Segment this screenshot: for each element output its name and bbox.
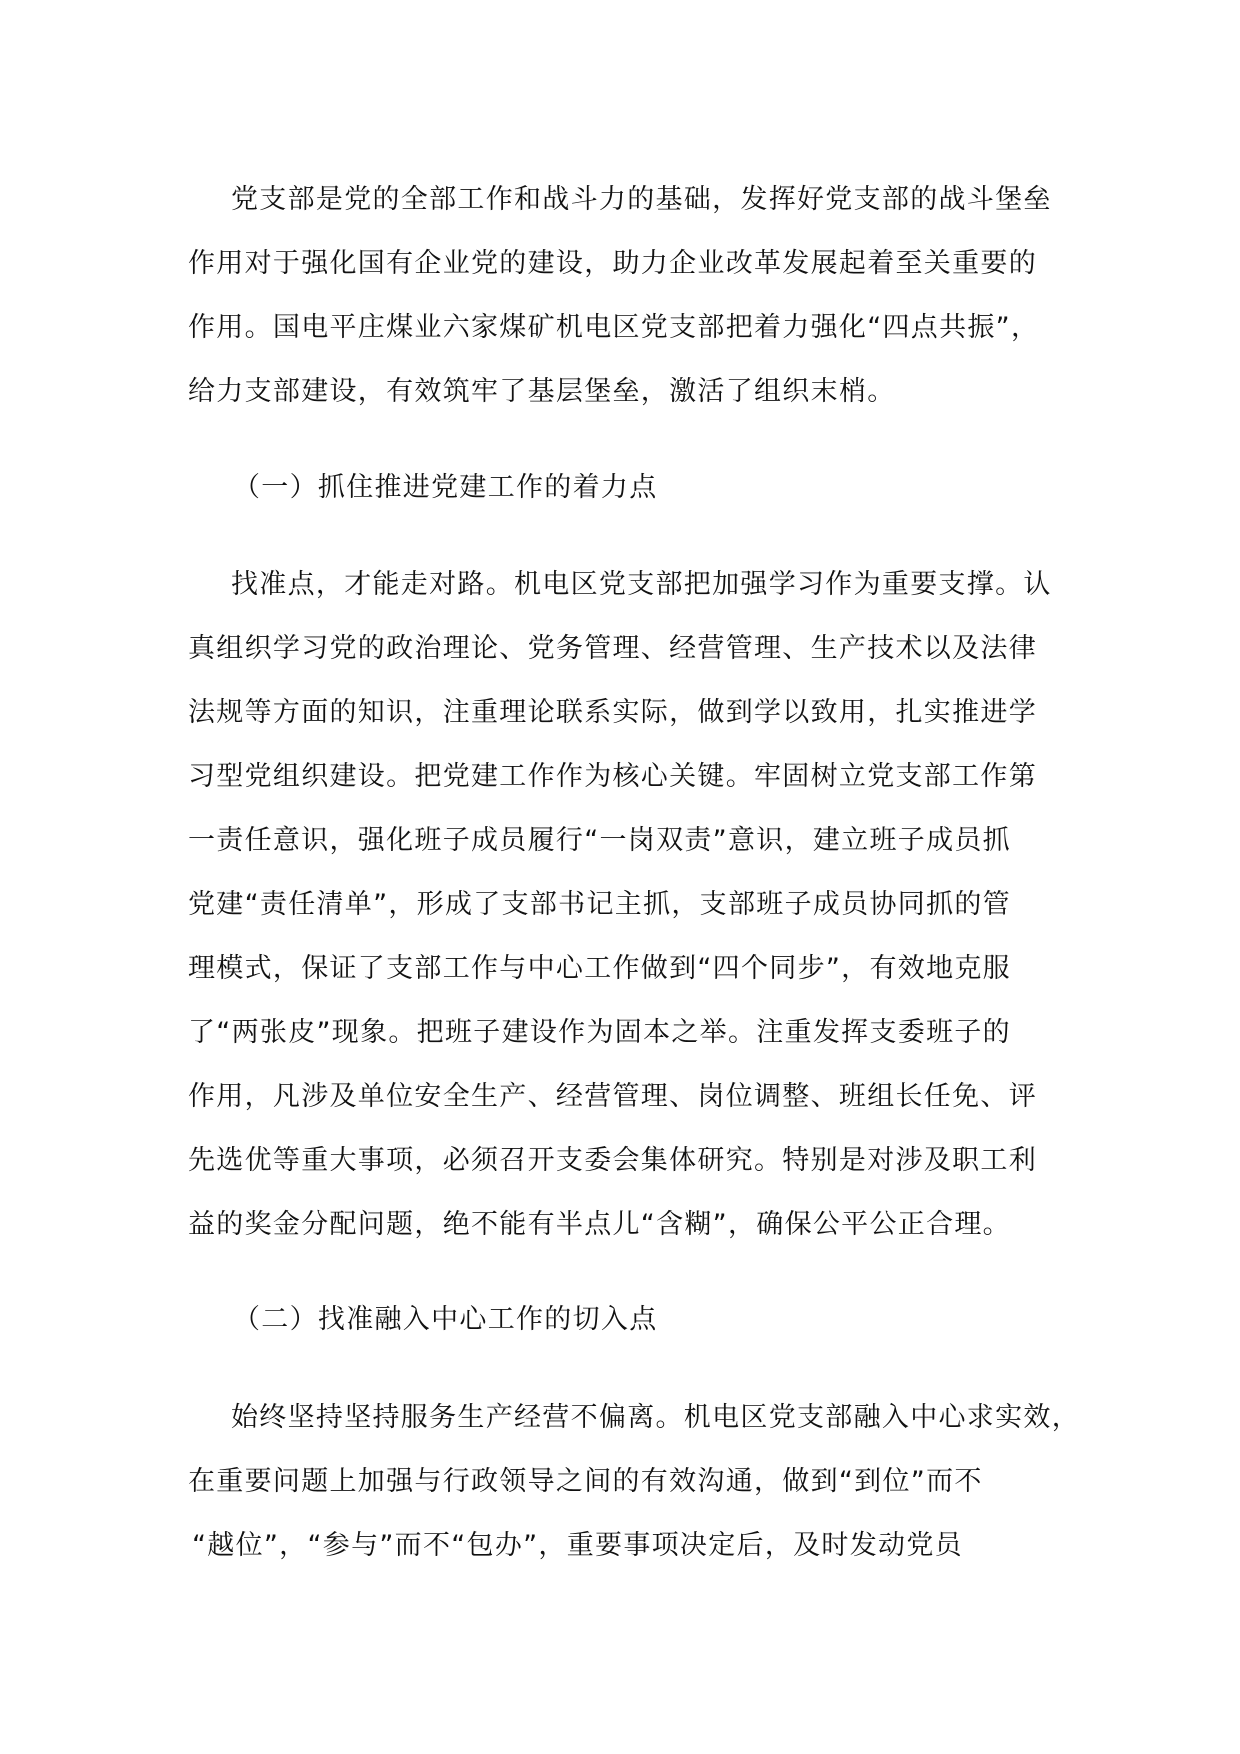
section-heading-1: （一）抓住推进党建工作的着力点	[233, 472, 658, 503]
paragraph-2-line-4: 习型党组织建设。把党建工作作为核心关键。牢固树立党支部工作第	[188, 761, 1037, 792]
paragraph-2-line-2: 真组织学习党的政治理论、党务管理、经营管理、生产技术以及法律	[188, 633, 1037, 664]
paragraph-2-line-3: 法规等方面的知识，注重理论联系实际，做到学以致用，扎实推进学	[188, 697, 1037, 728]
paragraph-3-line-1: 始终坚持坚持服务生产经营不偏离。机电区党支部融入中心求实效，	[231, 1402, 1080, 1433]
paragraph-1-line-1: 党支部是党的全部工作和战斗力的基础，发挥好党支部的战斗堡垒	[231, 184, 1052, 215]
paragraph-3-line-3: “越位”，“参与”而不“包办”，重要事项决定后，及时发动党员	[192, 1530, 963, 1561]
paragraph-2-line-8: 了“两张皮”现象。把班子建设作为固本之举。注重发挥支委班子的	[188, 1017, 1011, 1048]
paragraph-2-line-9: 作用，凡涉及单位安全生产、经营管理、岗位调整、班组长任免、评	[188, 1081, 1037, 1112]
paragraph-1-line-4: 给力支部建设，有效筑牢了基层堡垒，激活了组织末梢。	[188, 376, 896, 407]
paragraph-1-line-3: 作用。国电平庄煤业六家煤矿机电区党支部把着力强化“四点共振”，	[188, 312, 1040, 343]
paragraph-1-line-2: 作用对于强化国有企业党的建设，助力企业改革发展起着至关重要的	[188, 248, 1037, 279]
paragraph-2-line-5: 一责任意识，强化班子成员履行“一岗双责”意识，建立班子成员抓	[188, 825, 1011, 856]
paragraph-2-line-6: 党建“责任清单”，形成了支部书记主抓，支部班子成员协同抓的管	[188, 889, 1011, 920]
paragraph-2-line-11: 益的奖金分配问题，绝不能有半点儿“含糊”，确保公平公正合理。	[188, 1209, 1011, 1240]
paragraph-2-line-1: 找准点，才能走对路。机电区党支部把加强学习作为重要支撑。认	[231, 569, 1052, 600]
paragraph-2-line-10: 先选优等重大事项，必须召开支委会集体研究。特别是对涉及职工利	[188, 1145, 1037, 1176]
paragraph-3-line-2: 在重要问题上加强与行政领导之间的有效沟通，做到“到位”而不	[188, 1466, 983, 1497]
section-heading-2: （二）找准融入中心工作的切入点	[233, 1304, 658, 1335]
paragraph-2-line-7: 理模式，保证了支部工作与中心工作做到“四个同步”，有效地克服	[188, 953, 1011, 984]
